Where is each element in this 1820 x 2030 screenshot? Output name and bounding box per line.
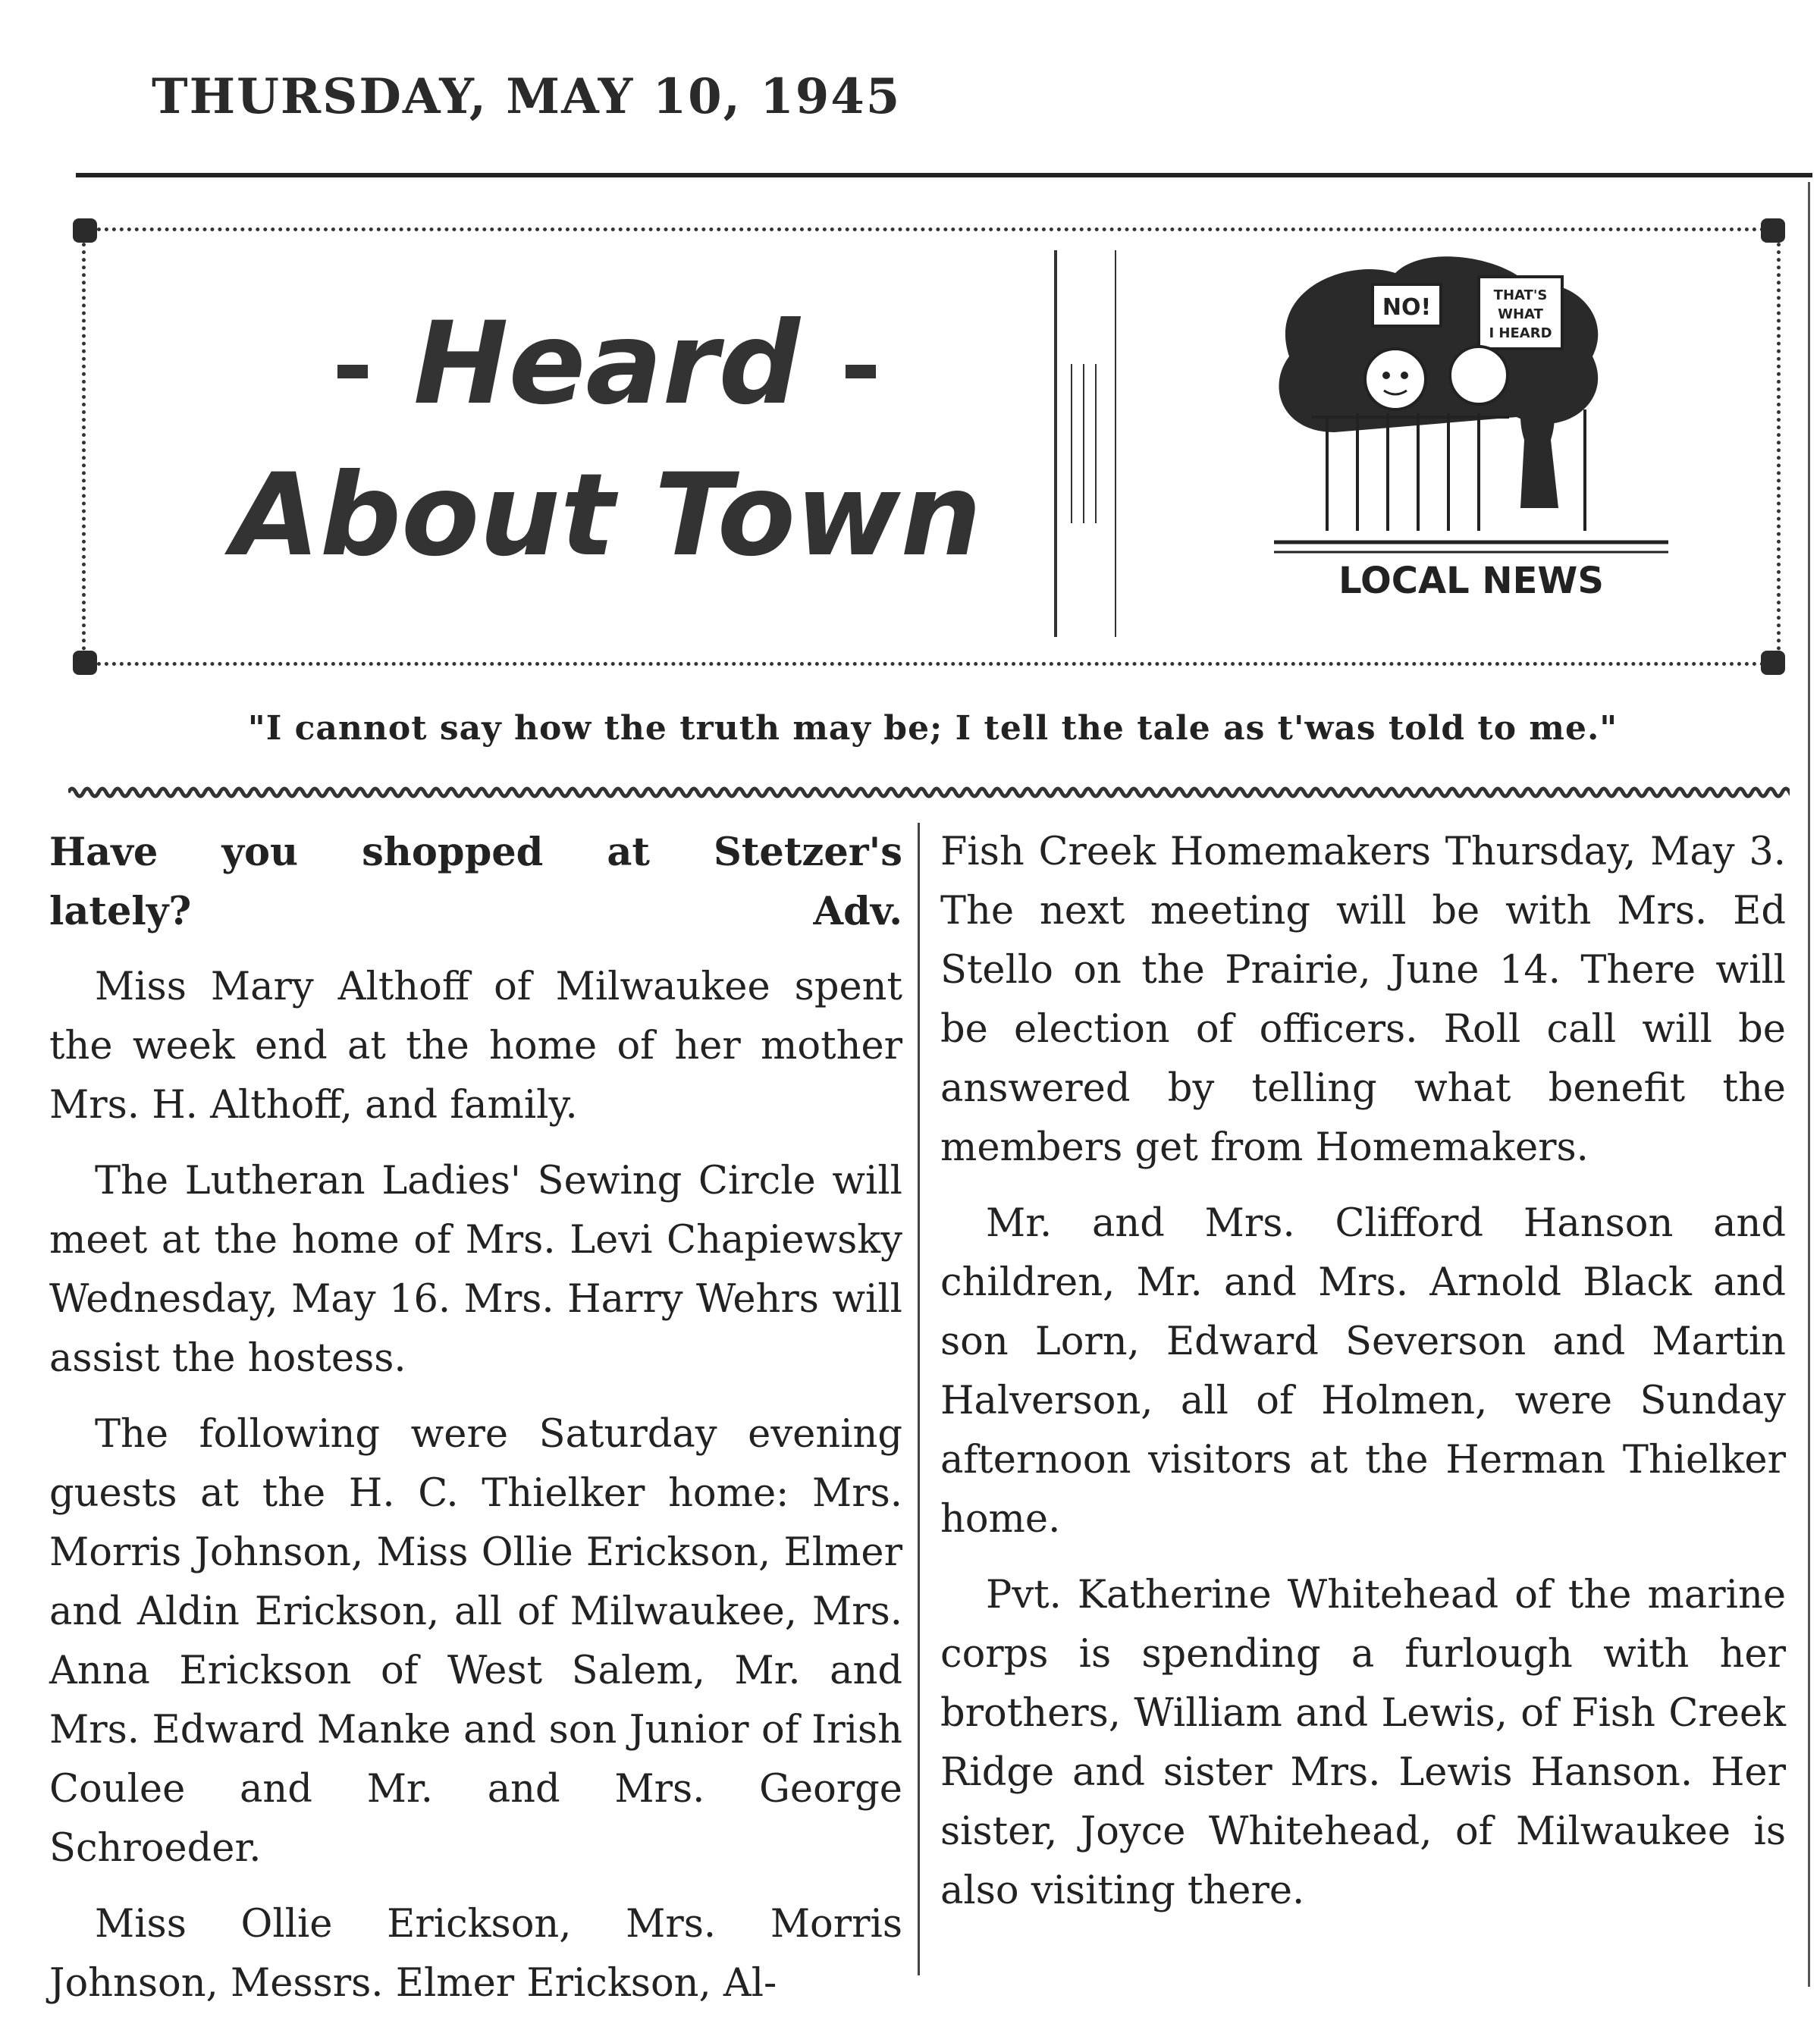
- masthead-divider: [1115, 250, 1116, 637]
- corner-ornament: [73, 651, 97, 675]
- title-dash: [846, 365, 876, 378]
- advert-word: lately?: [49, 889, 192, 934]
- right-edge-rule: [1808, 182, 1810, 1987]
- advert-word: Have: [49, 830, 158, 875]
- advert-tag: Adv.: [813, 889, 902, 934]
- masthead-title: [190, 288, 1024, 591]
- masthead-divider: [1083, 364, 1084, 523]
- advert-word: you: [221, 830, 299, 875]
- corner-ornament: [1761, 651, 1785, 675]
- column-divider: [918, 823, 920, 1975]
- news-item: The following were Saturday evening guests at the H. C. Thielker home: Mrs. Morris Johnson, Miss Ollie Erickson, Elmer and Aldin Erickson, all of Milwaukee, Mrs. Anna Erickson of West Salem, Mr. and Mrs. Edward Manke and son Junior of Irish Coulee and Mr. and Mrs. George Schroeder.: [49, 1412, 902, 1871]
- cartoon-caption: LOCAL NEWS: [1338, 560, 1604, 602]
- left-column: [49, 823, 902, 2030]
- news-item: Mr. and Mrs. Clifford Hanson and children, Mr. and Mrs. Arnold Black and son Lorn, Edward Severson and Martin Halverson, all of Holmen, were Sunday afternoon visitors at the Herman Thielker home.: [940, 1201, 1786, 1542]
- title-line-2: About Town: [231, 450, 982, 582]
- title-line-1: Heard: [413, 298, 800, 430]
- masthead-divider: [1071, 364, 1072, 523]
- dateline: THURSDAY, MAY 10, 1945: [152, 68, 902, 125]
- advert-word: Stetzer's: [713, 830, 902, 875]
- advert-word: at: [607, 830, 650, 875]
- news-item: Pvt. Katherine Whitehead of the marine corps is spending a furlough with her brothers, William and Lewis, of Fish Creek Ridge and sister Mrs. Lewis Hanson. Her sister, Joyce Whitehead, of Milwaukee is also visiting there.: [940, 1573, 1786, 1913]
- masthead-divider: [1095, 364, 1097, 523]
- cartoon-face: [1365, 349, 1426, 409]
- cartoon-sign-right-text-1: THAT'S: [1493, 287, 1548, 303]
- news-item: Fish Creek Homemakers Thursday, May 3. The next meeting will be with Mrs. Ed Stello on the Prairie, June 14. There will be election of officers. Roll call will be answered by telling what benefit the members get from Homemakers.: [940, 830, 1786, 1170]
- cartoon-sign-right-text-2: WHAT: [1498, 306, 1543, 322]
- wavy-rule: [68, 781, 1790, 804]
- cartoon-sign-right-text-3: I HEARD: [1489, 325, 1552, 341]
- cartoon-woman: [1520, 387, 1558, 508]
- advert-word: shopped: [362, 830, 544, 875]
- corner-ornament: [1761, 218, 1785, 243]
- news-item: Miss Mary Althoff of Milwaukee spent the week end at the home of her mother Mrs. H. Althoff, and family.: [49, 965, 902, 1128]
- news-item: Miss Ollie Erickson, Mrs. Morris Johnson, Messrs. Elmer Erickson, Al-: [49, 1902, 902, 2006]
- news-item: The Lutheran Ladies' Sewing Circle will meet at the home of Mrs. Levi Chapiewsky Wednesday, May 16. Mrs. Harry Wehrs will assist the hostess.: [49, 1159, 902, 1381]
- title-dash: [337, 365, 368, 378]
- advert-line: [49, 823, 902, 882]
- cartoon-face: [1450, 347, 1508, 404]
- motto: "I cannot say how the truth may be; I tell the tale as t'was told to me.": [247, 709, 1618, 748]
- top-rule: [76, 173, 1812, 177]
- gossip-cartoon: [1259, 243, 1684, 607]
- masthead-divider: [1054, 250, 1057, 637]
- corner-ornament: [73, 218, 97, 243]
- right-column: [940, 823, 1786, 1937]
- cartoon-sign-left-text: NO!: [1382, 294, 1432, 321]
- advert-line-2: [49, 882, 902, 941]
